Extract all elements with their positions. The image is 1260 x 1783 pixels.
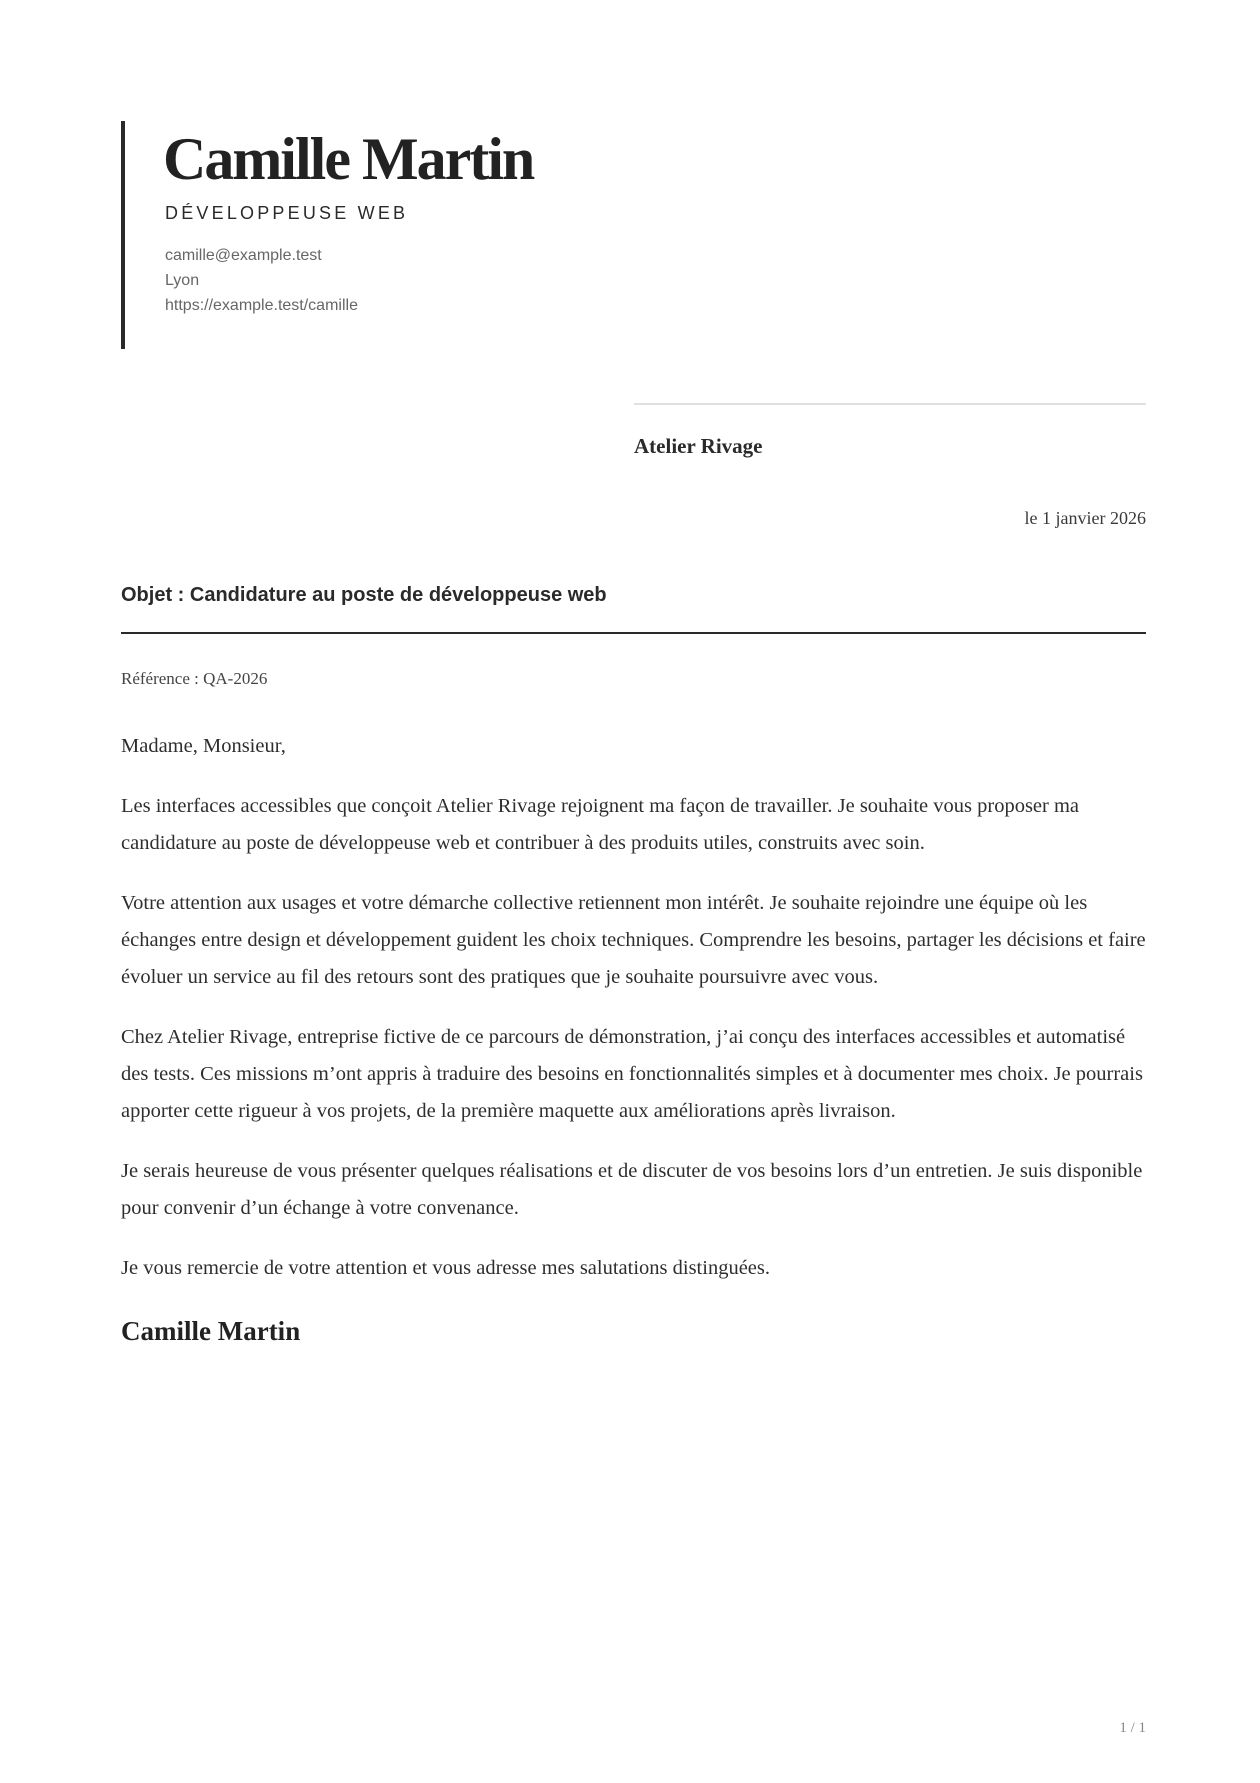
page-number: 1 / 1 [1119, 1720, 1146, 1736]
letter-date: le 1 janvier 2026 [1024, 508, 1146, 528]
sender-name: Camille Martin [163, 126, 534, 192]
sender-contact [165, 243, 358, 318]
letter-paragraph: Je vous remercie de votre attention et vous adresse mes salutations distinguées. [121, 1257, 770, 1279]
letter-paragraph: Chez Atelier Rivage, entreprise fictive de ce parcours de démonstration, j’ai conçu des interfaces accessibles et automatisé des tests. Ces missions m’ont appris à traduire des besoins en fonctionnalités simples et à documenter mes choix. Je pourrais apporter cette rigueur à vos projets, de la première maquette aux améliorations après livraison. [121, 1026, 1143, 1122]
letter-reference: Référence : QA-2026 [121, 669, 268, 688]
sender-email: camille@example.test [165, 247, 322, 264]
subject-divider [121, 632, 1146, 634]
letter-paragraph: Je serais heureuse de vous présenter quelques réalisations et de discuter de vos besoins lors d’un entretien. Je suis disponible pour convenir d’un échange à votre convenance. [121, 1160, 1143, 1219]
letter-body [121, 728, 1151, 1310]
letter-subject: Objet : Candidature au poste de développeuse web [121, 584, 607, 606]
sender-website: https://example.test/camille [165, 297, 358, 314]
sender-header [121, 121, 761, 349]
recipient-company: Atelier Rivage [634, 434, 763, 458]
letter-paragraph: Votre attention aux usages et votre démarche collective retiennent mon intérêt. Je souhaite rejoindre une équipe où les échanges entre design et développement guident les choix techniques. Comprendre les besoins, partager les décisions et faire évoluer un service au fil des retours sont des pratiques que je souhaite poursuivre avec vous. [121, 892, 1146, 988]
letter-greeting: Madame, Monsieur, [121, 735, 286, 757]
sender-city: Lyon [165, 272, 200, 289]
sender-job-title: DÉVELOPPEUSE WEB [165, 203, 409, 223]
letter-signature: Camille Martin [121, 1316, 301, 1346]
recipient-divider [634, 403, 1146, 405]
letter-paragraph: Les interfaces accessibles que conçoit Atelier Rivage rejoignent ma façon de travailler. Je souhaite vous proposer ma candidature au poste de développeuse web et contribuer à des produits utiles, construits avec soin. [121, 795, 1080, 854]
